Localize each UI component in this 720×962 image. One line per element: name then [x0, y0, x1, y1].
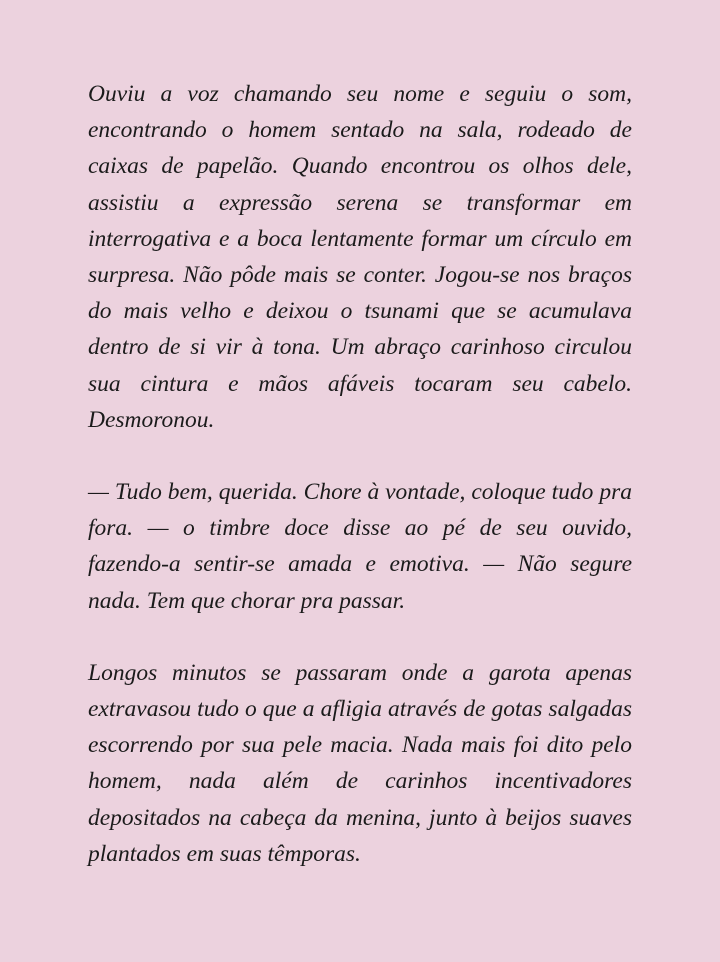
paragraph-2-dialogue: — Tudo bem, querida. Chore à vontade, coloque tudo pra fora. — o timbre doce disse ao pé de seu ouvido, fazendo-a sentir-se amada e emotiva. — Não segure nada. Tem que chorar pra passar. [88, 479, 632, 614]
paragraph-1: Ouviu a voz chamando seu nome e seguiu o som, encontrando o homem sentado na sala, rodeado de caixas de papelão. Quando encontrou os olhos dele, assistiu a expressão serena se transformar em interrogativa e a boca lentamente formar um círculo em surpresa. Não pôde mais se conter. Jogou-se nos braços do mais velho e deixou o tsunami que se acumulava dentro de si vir à tona. Um abraço carinhoso circulou sua cintura e mãos afáveis tocaram seu cabelo. Desmoronou. [88, 81, 632, 433]
paragraph-3: Longos minutos se passaram onde a garota apenas extravasou tudo o que a afligia através de gotas salgadas escorrendo por sua pele macia. Nada mais foi dito pelo homem, nada além de carinhos incentivadores depositados na cabeça da menina, junto à beijos suaves plantados em suas têmporas. [88, 659, 632, 867]
